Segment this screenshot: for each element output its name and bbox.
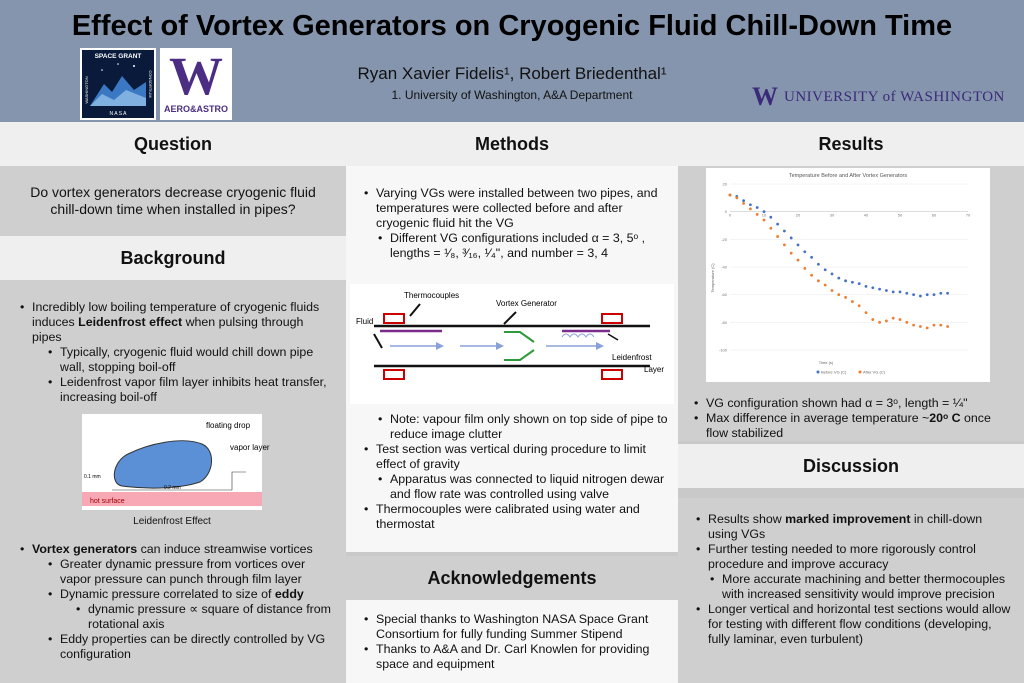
chart-point-series-2 bbox=[837, 293, 840, 296]
methods-panel bbox=[346, 166, 678, 552]
bg-bullet-1: • Incredibly low boiling temperature of cryogenic fluids induces Leidenfrost effect when pulsing through pipes • Typically, cryogenic fluid would chill down pipe wall, stopping boil-off • Leidenfrost vapor film layer inhibits heat transfer, increasing boil-off bbox=[18, 300, 332, 405]
chart-point-series-2 bbox=[926, 326, 929, 329]
authors: Ryan Xavier Fidelis¹, Robert Briedenthal¹ bbox=[357, 64, 667, 83]
chart-point-series-2 bbox=[885, 320, 888, 323]
chart-ytick-label: -20 bbox=[721, 236, 727, 242]
chart-point-series-1 bbox=[933, 293, 936, 296]
methods-heading: Methods bbox=[346, 122, 678, 166]
chart-point-series-1 bbox=[844, 279, 847, 282]
chart-point-series-2 bbox=[763, 219, 766, 222]
logo-sg-top: SPACE GRANT bbox=[94, 53, 142, 60]
discussion-panel bbox=[678, 498, 1024, 683]
chart-legend-marker bbox=[817, 371, 820, 374]
chart-xtick-label: 50 bbox=[897, 212, 903, 218]
chart-legend-marker bbox=[859, 371, 862, 374]
chart-xtick-label: 20 bbox=[795, 212, 801, 218]
chart-point-series-2 bbox=[790, 252, 793, 255]
chart-point-series-1 bbox=[769, 216, 772, 219]
acknowledgements-heading: Acknowledgements bbox=[346, 556, 678, 600]
logo-sg-bottom: N A S A bbox=[109, 111, 127, 117]
chart-point-series-1 bbox=[749, 203, 752, 206]
chart-point-series-2 bbox=[810, 274, 813, 277]
bg-bullet-2a: • Greater dynamic pressure from vortices over vapor pressure can punch through film layer bbox=[46, 557, 334, 587]
chart-legend-label: Before VG (C) bbox=[821, 369, 847, 375]
affiliation: 1. University of Washington, A&A Department bbox=[391, 88, 633, 102]
bg-bullet-2b: • Dynamic pressure correlated to size of eddy • dynamic pressure ∝ square of distance from rotational axis bbox=[46, 587, 334, 632]
methods-bullet-4: • Thermocouples were calibrated using water and thermostat bbox=[362, 502, 672, 532]
chart-point-series-2 bbox=[919, 325, 922, 328]
chart-point-series-1 bbox=[776, 223, 779, 226]
chart-point-series-2 bbox=[749, 208, 752, 211]
leidenfrost-caption: Leidenfrost Effect bbox=[133, 516, 211, 527]
chart-point-series-1 bbox=[919, 295, 922, 298]
ack-bullet-2: • Thanks to A&A and Dr. Carl Knowlen for providing space and equipment bbox=[362, 642, 666, 672]
chart-point-series-1 bbox=[878, 288, 881, 291]
chart-point-series-2 bbox=[735, 196, 738, 199]
space-grant-logo bbox=[80, 48, 156, 120]
chart-xlabel: Time (s) bbox=[818, 360, 834, 365]
chart-point-series-2 bbox=[729, 194, 732, 197]
chart-point-series-2 bbox=[878, 321, 881, 324]
chart-point-series-1 bbox=[763, 210, 766, 213]
chart-point-series-2 bbox=[899, 318, 902, 321]
chart-point-series-2 bbox=[831, 289, 834, 292]
acknowledgements-panel bbox=[346, 600, 678, 683]
chart-point-series-2 bbox=[871, 318, 874, 321]
chart-point-series-1 bbox=[939, 292, 942, 295]
uw-wordmark-text: UNIVERSITY of WASHINGTON bbox=[784, 88, 1005, 105]
chart-point-series-2 bbox=[858, 304, 861, 307]
chart-point-series-1 bbox=[831, 273, 834, 276]
chart-xtick-label: 60 bbox=[931, 212, 937, 218]
methods-bullet-3: • Test section was vertical during procedure to limit effect of gravity bbox=[362, 442, 672, 472]
chart-point-series-1 bbox=[926, 293, 929, 296]
results-panel bbox=[678, 166, 1024, 441]
chart-point-series-2 bbox=[756, 213, 759, 216]
chart-point-series-1 bbox=[851, 281, 854, 284]
background-panel bbox=[0, 280, 346, 683]
diagram-layer-label: Layer bbox=[644, 365, 665, 374]
uw-wordmark-letter: W bbox=[752, 82, 778, 111]
methods-bullet-3a: • Apparatus was connected to liquid nitrogen dewar and flow rate was controlled using valve bbox=[376, 472, 672, 502]
fig-02mm: 0.2 mm bbox=[164, 485, 181, 491]
chart-point-series-2 bbox=[844, 296, 847, 299]
chart-point-series-1 bbox=[912, 293, 915, 296]
chart-point-series-1 bbox=[790, 237, 793, 240]
chart-ytick-label: -60 bbox=[721, 292, 727, 298]
diagram-thermocouples-label: Thermocouples bbox=[404, 291, 460, 300]
methods-bullet-1a: • Different VG configurations included α = 3, 5ᵒ , lengths = ¹⁄₈, ³⁄₁₆, ¹⁄₄", and number = 3, 4 bbox=[376, 231, 666, 261]
fig-floating-drop: floating drop bbox=[206, 421, 251, 430]
chart-point-series-1 bbox=[885, 289, 888, 292]
chart-ylabel: Temperature (C) bbox=[710, 263, 715, 293]
chart-point-series-2 bbox=[939, 324, 942, 327]
chart-point-series-2 bbox=[817, 279, 820, 282]
chart-point-series-2 bbox=[776, 235, 779, 238]
chart-point-series-2 bbox=[912, 324, 915, 327]
chart-point-series-1 bbox=[810, 256, 813, 259]
chart-ytick-label: -100 bbox=[718, 347, 727, 353]
chart-point-series-1 bbox=[892, 291, 895, 294]
disc-bullet-2a: • More accurate machining and better thermocouples with increased sensitivity would improve precision bbox=[708, 572, 1012, 602]
disc-bullet-1: • Results show marked improvement in chill-down using VGs bbox=[694, 512, 1012, 542]
uw-aero-astro-logo bbox=[160, 48, 232, 120]
bg-bullet-2: • Vortex generators can induce streamwise vortices • Greater dynamic pressure from vortices over vapor pressure can punch through film layer • Dynamic pressure correlated to size of eddy • dynamic pressure ∝ square of distance from rotational axis • Eddy properties can be directly controlled by VG configuration bbox=[18, 542, 334, 662]
disc-bullet-2: • Further testing needed to more rigorously control procedure and improve accuracy bbox=[694, 542, 1012, 572]
uw-logo-sub: AERO&ASTRO bbox=[163, 104, 228, 114]
fig-01mm: 0.1 mm bbox=[84, 474, 101, 480]
chart-point-series-2 bbox=[851, 300, 854, 303]
chart-point-series-1 bbox=[824, 268, 827, 271]
chart-point-series-1 bbox=[905, 292, 908, 295]
chart-point-series-2 bbox=[933, 324, 936, 327]
chart-point-series-2 bbox=[946, 325, 949, 328]
question-heading: Question bbox=[0, 122, 346, 166]
chart-legend-label: After VG (C) bbox=[863, 369, 886, 375]
results-chart bbox=[706, 168, 990, 382]
chart-point-series-1 bbox=[858, 282, 861, 285]
chart-point-series-1 bbox=[899, 291, 902, 294]
results-heading: Results bbox=[678, 122, 1024, 166]
diagram-fluid-label: Fluid bbox=[356, 317, 374, 326]
chart-point-series-1 bbox=[837, 277, 840, 280]
bg-bullet-2c: • Eddy properties can be directly controlled by VG configuration bbox=[46, 632, 334, 662]
chart-point-series-1 bbox=[797, 243, 800, 246]
question-text: Do vortex generators decrease cryogenic fluid chill-down time when installed in pipes? bbox=[30, 184, 316, 217]
apparatus-diagram bbox=[350, 284, 674, 404]
diagram-leidenfrost-label: Leidenfrost bbox=[612, 353, 652, 362]
chart-point-series-2 bbox=[905, 321, 908, 324]
chart-xtick-label: 30 bbox=[829, 212, 835, 218]
bg-bullet-1b: • Leidenfrost vapor film layer inhibits heat transfer, increasing boil-off bbox=[46, 375, 332, 405]
fig-hot-surface: hot surface bbox=[90, 498, 125, 505]
chart-ytick-label: -40 bbox=[721, 264, 727, 270]
chart-point-series-1 bbox=[865, 285, 868, 288]
chart-point-series-1 bbox=[783, 230, 786, 233]
background-heading: Background bbox=[0, 236, 346, 280]
question-panel bbox=[0, 166, 346, 236]
chart-xtick-label: 10 bbox=[761, 212, 767, 218]
results-bullet-1: • VG configuration shown had α = 3ᵒ, length = ¼" bbox=[692, 396, 1016, 411]
chart-xtick-label: 40 bbox=[863, 212, 869, 218]
uw-wordmark bbox=[752, 82, 1012, 111]
chart-ytick-label: 20 bbox=[722, 181, 727, 187]
chart-point-series-2 bbox=[824, 284, 827, 287]
chart-point-series-1 bbox=[742, 199, 745, 202]
chart-title: Temperature Before and After Vortex Generators bbox=[788, 173, 908, 179]
methods-bullet-2a: • Note: vapour film only shown on top side of pipe to reduce image clutter bbox=[376, 412, 672, 442]
poster-title: Effect of Vortex Generators on Cryogenic Fluid Chill-Down Time bbox=[71, 10, 953, 42]
chart-xtick-label: 0 bbox=[728, 212, 732, 218]
chart-point-series-2 bbox=[892, 317, 895, 320]
bg-bullet-2b1: • dynamic pressure ∝ square of distance from rotational axis bbox=[74, 602, 334, 632]
logo-sg-right: CONSORTIUM bbox=[148, 70, 153, 98]
diagram-vg-label: Vortex Generator bbox=[496, 299, 557, 308]
chart-point-series-1 bbox=[817, 263, 820, 266]
chart-point-series-1 bbox=[946, 292, 949, 295]
methods-bullet-1: • Varying VGs were installed between two pipes, and temperatures were collected before and after cryogenic fluid hit the VG bbox=[362, 186, 666, 231]
chart-ytick-label: 0 bbox=[724, 209, 727, 215]
chart-point-series-2 bbox=[865, 311, 868, 314]
leidenfrost-figure bbox=[82, 414, 270, 510]
chart-point-series-1 bbox=[756, 206, 759, 209]
chart-point-series-1 bbox=[871, 286, 874, 289]
chart-ytick-label: -80 bbox=[721, 319, 727, 325]
chart-point-series-2 bbox=[803, 267, 806, 270]
chart-point-series-2 bbox=[783, 243, 786, 246]
chart-point-series-2 bbox=[769, 227, 772, 230]
logo-sg-left: WASHINGTON bbox=[84, 76, 89, 104]
fig-vapor-layer: vapor layer bbox=[230, 443, 270, 452]
discussion-heading: Discussion bbox=[678, 444, 1024, 488]
chart-point-series-2 bbox=[797, 259, 800, 262]
bg-bullet-1a: • Typically, cryogenic fluid would chill down pipe wall, stopping boil-off bbox=[46, 345, 332, 375]
disc-bullet-3: • Longer vertical and horizontal test sections would allow for testing with different flow conditions (developing, fully laminar, even turbulent) bbox=[694, 602, 1012, 647]
chart-point-series-1 bbox=[803, 250, 806, 253]
chart-xtick-label: 70 bbox=[965, 212, 971, 218]
ack-bullet-1: • Special thanks to Washington NASA Space Grant Consortium for fully funding Summer Stipend bbox=[362, 612, 666, 642]
chart-point-series-2 bbox=[742, 202, 745, 205]
uw-logo-letter: W bbox=[169, 46, 223, 106]
results-bullet-2: • Max difference in average temperature ~20ᵒ C once flow stabilized bbox=[692, 411, 1016, 441]
